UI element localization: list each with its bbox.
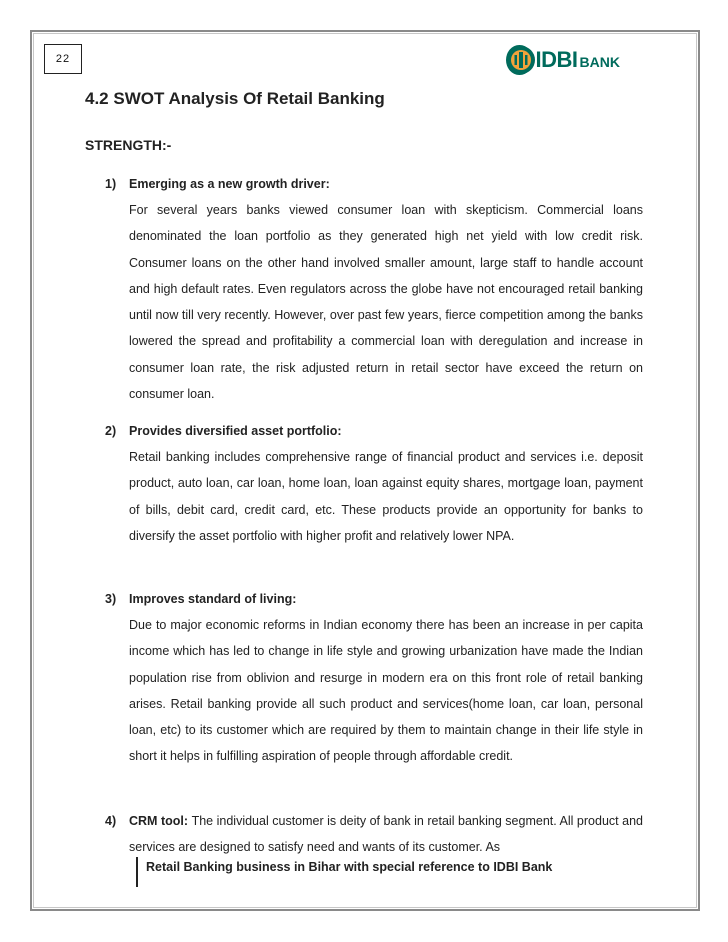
list-item: [105, 424, 643, 549]
item-title: Emerging as a new growth driver:: [129, 177, 330, 191]
item-body: For several years banks viewed consumer loan with skepticism. Commercial loans denominated the loan portfolio as they generated high net yield with low credit risk. Consumer loans on the other hand involved smaller amount, large staff to handle account and high default rates. Even regulators across the globe have not encouraged retail banking until now till very recently. However, over past few years, fierce competition among the banks lowered the spread and profitability a commercial loan with deregulation and increase in consumer loan rate, the risk adjusted return in retail sector have exceed the return on consumer loan.: [129, 203, 643, 402]
idbi-bank-logo: [506, 40, 620, 80]
page-number: 22: [44, 44, 82, 74]
item-title: CRM tool:: [129, 814, 192, 828]
logo-text: [536, 47, 620, 73]
item-number: 2): [105, 424, 117, 438]
item-paragraph: [105, 808, 643, 861]
section-heading: STRENGTH:-: [85, 137, 172, 153]
item-title: Improves standard of living:: [129, 592, 297, 606]
logo-suffix: BANK: [579, 54, 620, 70]
item-body: The individual customer is deity of bank in retail banking segment. All product and services are designed to satisfy need and wants of its customer. As: [129, 814, 643, 855]
item-number: 4): [105, 814, 117, 828]
item-heading: [105, 424, 643, 438]
item-heading: [105, 592, 643, 606]
footer-divider: [136, 857, 138, 887]
list-item: [105, 177, 643, 407]
page-footer: Retail Banking business in Bihar with special reference to IDBI Bank: [146, 860, 553, 874]
item-number: 1): [105, 177, 117, 191]
page-title: 4.2 SWOT Analysis Of Retail Banking: [85, 89, 385, 108]
list-item: [105, 592, 643, 770]
list-item: [105, 808, 643, 861]
item-number: 3): [105, 592, 117, 606]
item-body: Retail banking includes comprehensive range of financial product and services i.e. deposit product, auto loan, car loan, home loan, loan against equity shares, mortgage loan, payment of bills, debit card, credit card, etc. These products provide an opportunity for banks to diversify the asset portfolio with higher profit and relatively lower NPA.: [129, 450, 643, 543]
item-title: Provides diversified asset portfolio:: [129, 424, 342, 438]
item-heading: [105, 177, 643, 191]
item-body: Due to major economic reforms in Indian economy there has been an increase in per capita income which has led to change in life style and growing urbanization have made the Indian population rise from oblivion and resurge in modern era on this front role of retail banking arises. Retail banking provide all such product and services(home loan, car loan, personal loan, etc) to its customer which are required by them to maintain change in their life style in short it helps in fulfilling aspiration of people through affordable credit.: [129, 618, 643, 764]
idbi-emblem-icon: [506, 45, 533, 75]
logo-name: IDBI: [535, 47, 578, 72]
